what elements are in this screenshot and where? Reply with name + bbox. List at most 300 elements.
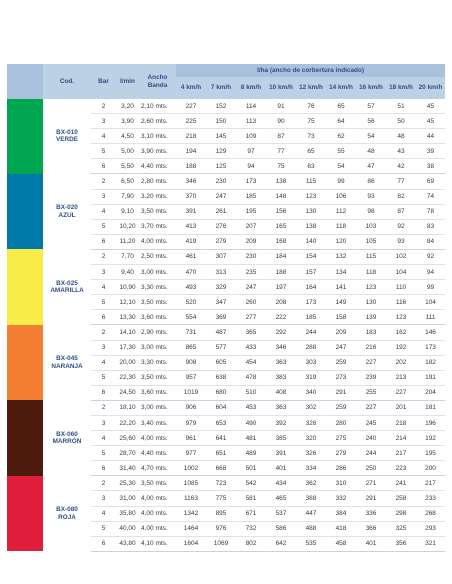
lmin-cell: 10,90 <box>116 280 139 295</box>
lha-cell: 192 <box>416 431 445 446</box>
lha-cell: 45 <box>416 114 445 129</box>
lha-cell: 977 <box>176 446 206 461</box>
lha-cell: 202 <box>386 355 416 370</box>
lha-cell: 671 <box>236 506 266 521</box>
lha-cell: 111 <box>416 310 445 325</box>
lha-cell: 118 <box>326 219 356 234</box>
lha-cell: 493 <box>176 280 206 295</box>
lha-cell: 185 <box>236 189 266 204</box>
lha-cell: 182 <box>416 355 445 370</box>
lha-cell: 865 <box>176 340 206 355</box>
lmin-cell: 11,20 <box>116 234 139 249</box>
lha-cell: 668 <box>206 461 236 476</box>
bar-cell: 2 <box>91 174 116 189</box>
ancho-banda-cell: 2,90 mts. <box>139 325 176 340</box>
lha-cell: 454 <box>236 355 266 370</box>
ancho-banda-cell: 3,40 mts. <box>139 415 176 430</box>
lha-cell: 227 <box>356 400 386 415</box>
lha-cell: 45 <box>416 99 445 114</box>
ancho-banda-cell: 4,00 mts. <box>139 431 176 446</box>
lmin-cell: 6,50 <box>116 174 139 189</box>
lha-cell: 247 <box>326 340 356 355</box>
lha-cell: 384 <box>326 506 356 521</box>
bar-cell: 5 <box>91 370 116 385</box>
lha-cell: 110 <box>386 280 416 295</box>
lha-cell: 365 <box>236 325 266 340</box>
lha-cell: 577 <box>206 340 236 355</box>
lha-cell: 47 <box>356 159 386 174</box>
lha-cell: 39 <box>416 144 445 159</box>
bar-cell: 4 <box>91 129 116 144</box>
lha-cell: 92 <box>416 249 445 264</box>
lha-cell: 75 <box>266 159 296 174</box>
table-row <box>7 249 445 264</box>
lha-cell: 130 <box>356 295 386 310</box>
lha-cell: 908 <box>176 355 206 370</box>
lha-cell: 391 <box>266 446 296 461</box>
lha-cell: 413 <box>176 219 206 234</box>
bar-cell: 3 <box>91 415 116 430</box>
lha-cell: 48 <box>386 129 416 144</box>
lha-cell: 586 <box>266 521 296 536</box>
lha-cell: 196 <box>416 415 445 430</box>
nozzle-color-swatch <box>7 325 43 400</box>
lha-cell: 225 <box>176 114 206 129</box>
lha-cell: 731 <box>176 325 206 340</box>
ancho-banda-cell: 4,40 mts. <box>139 446 176 461</box>
lha-cell: 307 <box>206 249 236 264</box>
lha-cell: 97 <box>236 144 266 159</box>
lha-cell: 465 <box>266 491 296 506</box>
lha-cell: 392 <box>266 415 296 430</box>
lha-cell: 204 <box>416 385 445 400</box>
table-row <box>7 174 445 189</box>
lha-cell: 86 <box>356 174 386 189</box>
nozzle-color-name: AMARILLA <box>50 287 84 295</box>
lha-cell: 356 <box>386 536 416 551</box>
lmin-cell: 17,30 <box>116 340 139 355</box>
lha-cell: 51 <box>386 99 416 114</box>
lha-cell: 383 <box>266 370 296 385</box>
lha-cell: 326 <box>296 415 326 430</box>
lha-cell: 957 <box>176 370 206 385</box>
lha-cell: 115 <box>296 174 326 189</box>
header-lha-group: l/ha (ancho de corbertura indicado) <box>176 64 445 77</box>
table-row <box>7 476 445 491</box>
lmin-cell: 43,80 <box>116 536 139 551</box>
lha-cell: 188 <box>176 159 206 174</box>
lha-cell: 260 <box>236 295 266 310</box>
header-speed-7: 18 km/h <box>386 77 416 99</box>
lmin-cell: 4,50 <box>116 129 139 144</box>
lha-cell: 208 <box>266 295 296 310</box>
lha-cell: 230 <box>236 249 266 264</box>
lha-cell: 1163 <box>176 491 206 506</box>
lha-cell: 1342 <box>176 506 206 521</box>
header-speed-3: 10 km/h <box>266 77 296 99</box>
nozzle-code-cell <box>43 400 91 475</box>
lha-cell: 75 <box>296 114 326 129</box>
nozzle-code-cell <box>43 99 91 174</box>
table-row <box>7 99 445 114</box>
lmin-cell: 35,80 <box>116 506 139 521</box>
lha-cell: 195 <box>416 446 445 461</box>
ancho-banda-cell: 3,20 mts. <box>139 189 176 204</box>
lha-cell: 217 <box>416 476 445 491</box>
lha-cell: 69 <box>416 174 445 189</box>
lmin-cell: 25,60 <box>116 431 139 446</box>
nozzle-code: BX-060 <box>56 430 78 438</box>
lha-cell: 148 <box>266 189 296 204</box>
lha-cell: 461 <box>176 249 206 264</box>
lha-cell: 76 <box>296 99 326 114</box>
lha-cell: 478 <box>236 370 266 385</box>
lha-cell: 197 <box>266 280 296 295</box>
bar-cell: 5 <box>91 295 116 310</box>
ancho-banda-cell: 4,40 mts. <box>139 159 176 174</box>
lha-cell: 105 <box>356 234 386 249</box>
lha-cell: 106 <box>326 189 356 204</box>
lha-cell: 369 <box>206 310 236 325</box>
lha-cell: 62 <box>326 129 356 144</box>
lha-cell: 54 <box>356 129 386 144</box>
lha-cell: 302 <box>296 400 326 415</box>
lmin-cell: 12,10 <box>116 295 139 310</box>
bar-cell: 4 <box>91 280 116 295</box>
header-cod: Cod. <box>43 64 91 99</box>
lha-cell: 38 <box>416 159 445 174</box>
lha-cell: 470 <box>176 265 206 280</box>
lha-cell: 651 <box>206 446 236 461</box>
nozzle-code: BX-080 <box>56 505 78 513</box>
lha-cell: 286 <box>326 461 356 476</box>
nozzle-color-swatch <box>7 476 43 551</box>
lha-cell: 114 <box>236 99 266 114</box>
lha-cell: 363 <box>266 400 296 415</box>
lmin-cell: 25,30 <box>116 476 139 491</box>
lha-cell: 83 <box>416 219 445 234</box>
lha-cell: 481 <box>236 431 266 446</box>
bar-cell: 6 <box>91 234 116 249</box>
lha-cell: 366 <box>356 521 386 536</box>
lha-cell: 488 <box>296 521 326 536</box>
header-speed-1: 7 km/h <box>206 77 236 99</box>
lha-cell: 490 <box>236 415 266 430</box>
lmin-cell: 18,10 <box>116 400 139 415</box>
header-ancho-banda: Ancho Banda <box>139 64 176 99</box>
lha-cell: 1069 <box>206 536 236 551</box>
lha-cell: 65 <box>296 144 326 159</box>
bar-cell: 3 <box>91 114 116 129</box>
lmin-cell: 28,70 <box>116 446 139 461</box>
lha-cell: 74 <box>416 189 445 204</box>
lha-cell: 43 <box>386 144 416 159</box>
lmin-cell: 5,50 <box>116 159 139 174</box>
lha-cell: 73 <box>296 129 326 144</box>
ancho-banda-cell: 4,00 mts. <box>139 506 176 521</box>
lha-cell: 194 <box>176 144 206 159</box>
lha-cell: 362 <box>296 476 326 491</box>
lha-cell: 91 <box>266 99 296 114</box>
lha-cell: 213 <box>386 370 416 385</box>
lha-cell: 235 <box>236 265 266 280</box>
lha-cell: 680 <box>206 385 236 400</box>
lha-cell: 120 <box>326 234 356 249</box>
lha-cell: 173 <box>236 174 266 189</box>
lha-cell: 218 <box>386 415 416 430</box>
lha-cell: 123 <box>386 310 416 325</box>
lha-cell: 78 <box>416 204 445 219</box>
lha-cell: 1085 <box>176 476 206 491</box>
bar-cell: 2 <box>91 400 116 415</box>
lha-cell: 132 <box>326 249 356 264</box>
lha-cell: 233 <box>416 491 445 506</box>
lha-cell: 332 <box>326 491 356 506</box>
lha-cell: 241 <box>386 476 416 491</box>
lha-cell: 581 <box>236 491 266 506</box>
lha-cell: 158 <box>326 310 356 325</box>
lha-cell: 247 <box>236 280 266 295</box>
lha-cell: 102 <box>386 249 416 264</box>
lha-cell: 42 <box>386 159 416 174</box>
lha-cell: 200 <box>416 461 445 476</box>
nozzle-color-name: VERDE <box>55 136 79 144</box>
lha-cell: 54 <box>326 159 356 174</box>
ancho-banda-cell: 2,60 mts. <box>139 114 176 129</box>
lha-cell: 453 <box>236 400 266 415</box>
header-speed-6: 16 km/h <box>356 77 386 99</box>
bar-cell: 2 <box>91 476 116 491</box>
nozzle-color-swatch <box>7 99 43 174</box>
lha-cell: 141 <box>326 280 356 295</box>
lha-cell: 65 <box>326 99 356 114</box>
lha-cell: 109 <box>236 129 266 144</box>
lha-cell: 291 <box>326 385 356 400</box>
lha-cell: 113 <box>236 114 266 129</box>
lha-cell: 227 <box>386 385 416 400</box>
lmin-cell: 22,30 <box>116 370 139 385</box>
header-speed-8: 20 km/h <box>416 77 445 99</box>
nozzle-code: BX-025 <box>56 279 78 287</box>
nozzle-code: BX-010 <box>56 128 78 136</box>
lha-cell: 157 <box>296 265 326 280</box>
lmin-cell: 24,50 <box>116 385 139 400</box>
lha-cell: 152 <box>206 99 236 114</box>
nozzle-color-name: NARANJA <box>51 362 83 370</box>
lha-cell: 103 <box>356 219 386 234</box>
lha-cell: 391 <box>176 204 206 219</box>
nozzle-code-cell <box>43 476 91 551</box>
lha-cell: 87 <box>266 129 296 144</box>
lha-cell: 408 <box>266 385 296 400</box>
lha-cell: 55 <box>326 144 356 159</box>
bar-cell: 4 <box>91 431 116 446</box>
lha-cell: 64 <box>326 114 356 129</box>
lha-cell: 319 <box>296 370 326 385</box>
nozzle-color-swatch <box>7 174 43 249</box>
lha-cell: 184 <box>266 249 296 264</box>
lha-cell: 325 <box>386 521 416 536</box>
lha-cell: 112 <box>326 204 356 219</box>
bar-cell: 6 <box>91 536 116 551</box>
ancho-banda-cell: 2,50 mts. <box>139 249 176 264</box>
lha-cell: 288 <box>296 340 326 355</box>
lha-cell: 217 <box>386 446 416 461</box>
lha-cell: 276 <box>206 219 236 234</box>
lmin-cell: 9,10 <box>116 204 139 219</box>
nozzle-code: BX-020 <box>56 204 78 212</box>
lha-cell: 363 <box>266 355 296 370</box>
lha-cell: 802 <box>236 536 266 551</box>
lha-cell: 537 <box>266 506 296 521</box>
nozzle-code: BX-045 <box>56 355 78 363</box>
lha-cell: 434 <box>266 476 296 491</box>
lha-cell: 165 <box>266 219 296 234</box>
header-speed-2: 8 km/h <box>236 77 266 99</box>
ancho-banda-cell: 3,50 mts. <box>139 370 176 385</box>
lha-cell: 401 <box>356 536 386 551</box>
lha-cell: 240 <box>356 431 386 446</box>
ancho-banda-cell: 3,00 mts. <box>139 400 176 415</box>
lha-cell: 334 <box>296 461 326 476</box>
lha-cell: 92 <box>386 219 416 234</box>
lha-cell: 150 <box>206 114 236 129</box>
ancho-banda-cell: 3,50 mts. <box>139 476 176 491</box>
lha-cell: 326 <box>296 446 326 461</box>
lha-cell: 223 <box>386 461 416 476</box>
lmin-cell: 40,00 <box>116 521 139 536</box>
lha-cell: 458 <box>326 536 356 551</box>
lha-cell: 273 <box>326 370 356 385</box>
ancho-banda-cell: 3,70 mts. <box>139 219 176 234</box>
lha-cell: 115 <box>356 249 386 264</box>
lha-cell: 489 <box>236 446 266 461</box>
lha-cell: 732 <box>236 521 266 536</box>
lha-cell: 94 <box>236 159 266 174</box>
lmin-cell: 20,00 <box>116 355 139 370</box>
nozzle-code-cell <box>43 249 91 324</box>
bar-cell: 5 <box>91 219 116 234</box>
lha-cell: 139 <box>356 310 386 325</box>
lmin-cell: 31,00 <box>116 491 139 506</box>
lha-cell: 201 <box>386 400 416 415</box>
lha-cell: 227 <box>356 355 386 370</box>
lha-cell: 173 <box>416 340 445 355</box>
bar-cell: 4 <box>91 355 116 370</box>
lha-cell: 510 <box>236 385 266 400</box>
lha-cell: 77 <box>386 174 416 189</box>
ancho-banda-cell: 3,30 mts. <box>139 280 176 295</box>
lmin-cell: 3,90 <box>116 114 139 129</box>
lha-cell: 605 <box>206 355 236 370</box>
lha-cell: 433 <box>236 340 266 355</box>
lha-cell: 419 <box>176 234 206 249</box>
lha-cell: 291 <box>356 491 386 506</box>
lha-cell: 48 <box>356 144 386 159</box>
bar-cell: 3 <box>91 189 116 204</box>
lha-cell: 320 <box>296 431 326 446</box>
lha-cell: 138 <box>296 219 326 234</box>
lha-cell: 346 <box>176 174 206 189</box>
lmin-cell: 31,40 <box>116 461 139 476</box>
lmin-cell: 3,20 <box>116 99 139 114</box>
lha-cell: 244 <box>356 446 386 461</box>
lha-cell: 385 <box>266 431 296 446</box>
ancho-banda-cell: 4,00 mts. <box>139 234 176 249</box>
lha-cell: 641 <box>206 431 236 446</box>
color-column-header <box>7 64 43 99</box>
lha-cell: 487 <box>206 325 236 340</box>
bar-cell: 2 <box>91 249 116 264</box>
lha-cell: 222 <box>266 310 296 325</box>
bar-cell: 4 <box>91 204 116 219</box>
header-speed-4: 12 km/h <box>296 77 326 99</box>
lha-cell: 50 <box>386 114 416 129</box>
lha-cell: 145 <box>206 129 236 144</box>
lha-cell: 775 <box>206 491 236 506</box>
lha-cell: 94 <box>416 265 445 280</box>
lha-cell: 1604 <box>176 536 206 551</box>
lha-cell: 227 <box>176 99 206 114</box>
header-speed-0: 4 km/h <box>176 77 206 99</box>
lha-cell: 130 <box>296 204 326 219</box>
bar-cell: 5 <box>91 521 116 536</box>
lha-cell: 895 <box>206 506 236 521</box>
lha-cell: 250 <box>356 461 386 476</box>
lha-cell: 164 <box>296 280 326 295</box>
nozzle-color-name: AZUL <box>58 211 76 219</box>
lmin-cell: 10,20 <box>116 219 139 234</box>
bar-cell: 4 <box>91 506 116 521</box>
lha-cell: 209 <box>326 325 356 340</box>
lha-cell: 181 <box>416 400 445 415</box>
lha-cell: 653 <box>206 415 236 430</box>
lha-cell: 279 <box>326 446 356 461</box>
lha-cell: 277 <box>236 310 266 325</box>
lha-cell: 447 <box>296 506 326 521</box>
header-row-top <box>7 64 445 77</box>
lha-cell: 87 <box>386 204 416 219</box>
lha-cell: 149 <box>326 295 356 310</box>
lha-cell: 554 <box>176 310 206 325</box>
ancho-banda-cell: 3,50 mts. <box>139 295 176 310</box>
ancho-banda-cell: 3,60 mts. <box>139 385 176 400</box>
lha-cell: 520 <box>176 295 206 310</box>
lha-cell: 723 <box>206 476 236 491</box>
bar-cell: 5 <box>91 446 116 461</box>
lha-cell: 63 <box>296 159 326 174</box>
lha-cell: 261 <box>206 204 236 219</box>
ancho-banda-cell: 4,00 mts. <box>139 491 176 506</box>
ancho-banda-cell: 4,10 mts. <box>139 536 176 551</box>
lmin-cell: 7,90 <box>116 189 139 204</box>
nozzle-flow-table-container <box>7 64 445 552</box>
lha-cell: 346 <box>266 340 296 355</box>
lha-cell: 162 <box>386 325 416 340</box>
lha-cell: 906 <box>176 400 206 415</box>
header-speed-5: 14 km/h <box>326 77 356 99</box>
lha-cell: 134 <box>326 265 356 280</box>
bar-cell: 3 <box>91 265 116 280</box>
lha-cell: 388 <box>296 491 326 506</box>
lha-cell: 535 <box>296 536 326 551</box>
lha-cell: 214 <box>386 431 416 446</box>
lha-cell: 329 <box>206 280 236 295</box>
lha-cell: 56 <box>356 114 386 129</box>
lha-cell: 347 <box>206 295 236 310</box>
lha-cell: 99 <box>416 280 445 295</box>
bar-cell: 2 <box>91 325 116 340</box>
